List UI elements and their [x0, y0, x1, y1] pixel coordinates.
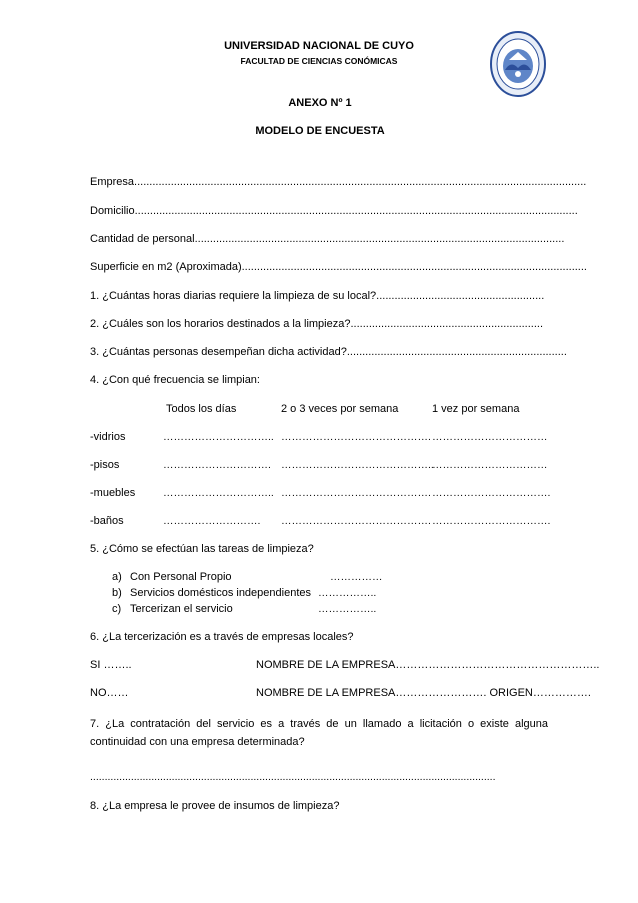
option-letter: a) — [112, 571, 122, 583]
freq-row-weekly: …………………………… — [432, 459, 548, 471]
field-domicilio: Domicilio................................................................................................................................................. — [90, 205, 578, 217]
faculty-name: FACULTAD DE CIENCIAS CONÓMICAS — [240, 56, 398, 66]
question-7: 7. ¿La contratación del servicio es a través de un llamado a licitación o existe alguna continuidad con una empresa determinada? — [90, 718, 548, 748]
question-1: 1. ¿Cuántas horas diarias requiere la limpieza de su local?....................................................... — [90, 290, 545, 302]
option-dots: …………….. — [318, 587, 377, 599]
question-5: 5. ¿Cómo se efectúan las tareas de limpieza? — [90, 543, 314, 555]
university-seal-icon — [489, 30, 547, 98]
answer-no: NO…… — [90, 687, 129, 699]
option-text: Tercerizan el servicio — [130, 603, 233, 615]
freq-row-daily: ………………………….. — [163, 431, 274, 443]
freq-row-label: -pisos — [90, 459, 120, 471]
freq-row-weekly: …………………………… — [432, 431, 548, 443]
survey-model-title: MODELO DE ENCUESTA — [255, 125, 385, 137]
question-2: 2. ¿Cuáles son los horarios destinados a la limpieza?............................................................... — [90, 318, 544, 330]
question-8: 8. ¿La empresa le provee de insumos de limpieza? — [90, 800, 340, 812]
option-letter: b) — [112, 587, 122, 599]
freq-header-weekly: 1 vez por semana — [432, 403, 520, 415]
answer-no-company: NOMBRE DE LA EMPRESA……………………. ORIGEN……………. — [256, 687, 591, 699]
freq-row-daily: …………………………. — [163, 459, 271, 471]
freq-row-label: -vidrios — [90, 431, 126, 443]
option-dots: …………….. — [318, 603, 377, 615]
freq-row-2-3-week: ……………………………………. — [281, 487, 431, 499]
freq-header-daily: Todos los días — [166, 403, 237, 415]
freq-row-daily: ………………………. — [163, 515, 261, 527]
option-text: Servicios domésticos independientes — [130, 587, 311, 599]
freq-header-2-3-week: 2 o 3 veces por semana — [281, 403, 399, 415]
field-superficie: Superficie en m2 (Aproximada)................................................................................................................. — [90, 261, 587, 273]
question-6: 6. ¿La tercerización es a través de empresas locales? — [90, 631, 354, 643]
question-3: 3. ¿Cuántas personas desempeñan dicha actividad?........................................................................ — [90, 346, 567, 358]
freq-row-daily: ………………………….. — [163, 487, 274, 499]
answer-si: SI …….. — [90, 659, 132, 671]
answer-si-company: NOMBRE DE LA EMPRESA……………………………………………….. — [256, 659, 600, 671]
freq-row-2-3-week: ……………………………………. — [281, 431, 431, 443]
university-name: UNIVERSIDAD NACIONAL DE CUYO — [224, 40, 414, 52]
freq-row-2-3-week: ……………………………………. — [281, 515, 431, 527]
freq-row-weekly: ……………………………. — [432, 515, 551, 527]
annex-title: ANEXO Nº 1 — [288, 97, 352, 109]
field-cantidad-personal: Cantidad de personal......................................................................................................................... — [90, 233, 565, 245]
freq-row-2-3-week: …………………………………….. — [281, 459, 434, 471]
question-4: 4. ¿Con qué frecuencia se limpian: — [90, 374, 260, 386]
option-text: Con Personal Propio — [130, 571, 232, 583]
freq-row-label: -baños — [90, 515, 124, 527]
freq-row-label: -muebles — [90, 487, 136, 499]
option-letter: c) — [112, 603, 122, 615]
question-7-answer-line: ........................................................................................................................................... — [90, 771, 496, 783]
field-empresa: Empresa.................................................................................................................................................... — [90, 176, 587, 188]
option-dots: …………… — [330, 571, 383, 583]
freq-row-weekly: ……………………………. — [432, 487, 551, 499]
